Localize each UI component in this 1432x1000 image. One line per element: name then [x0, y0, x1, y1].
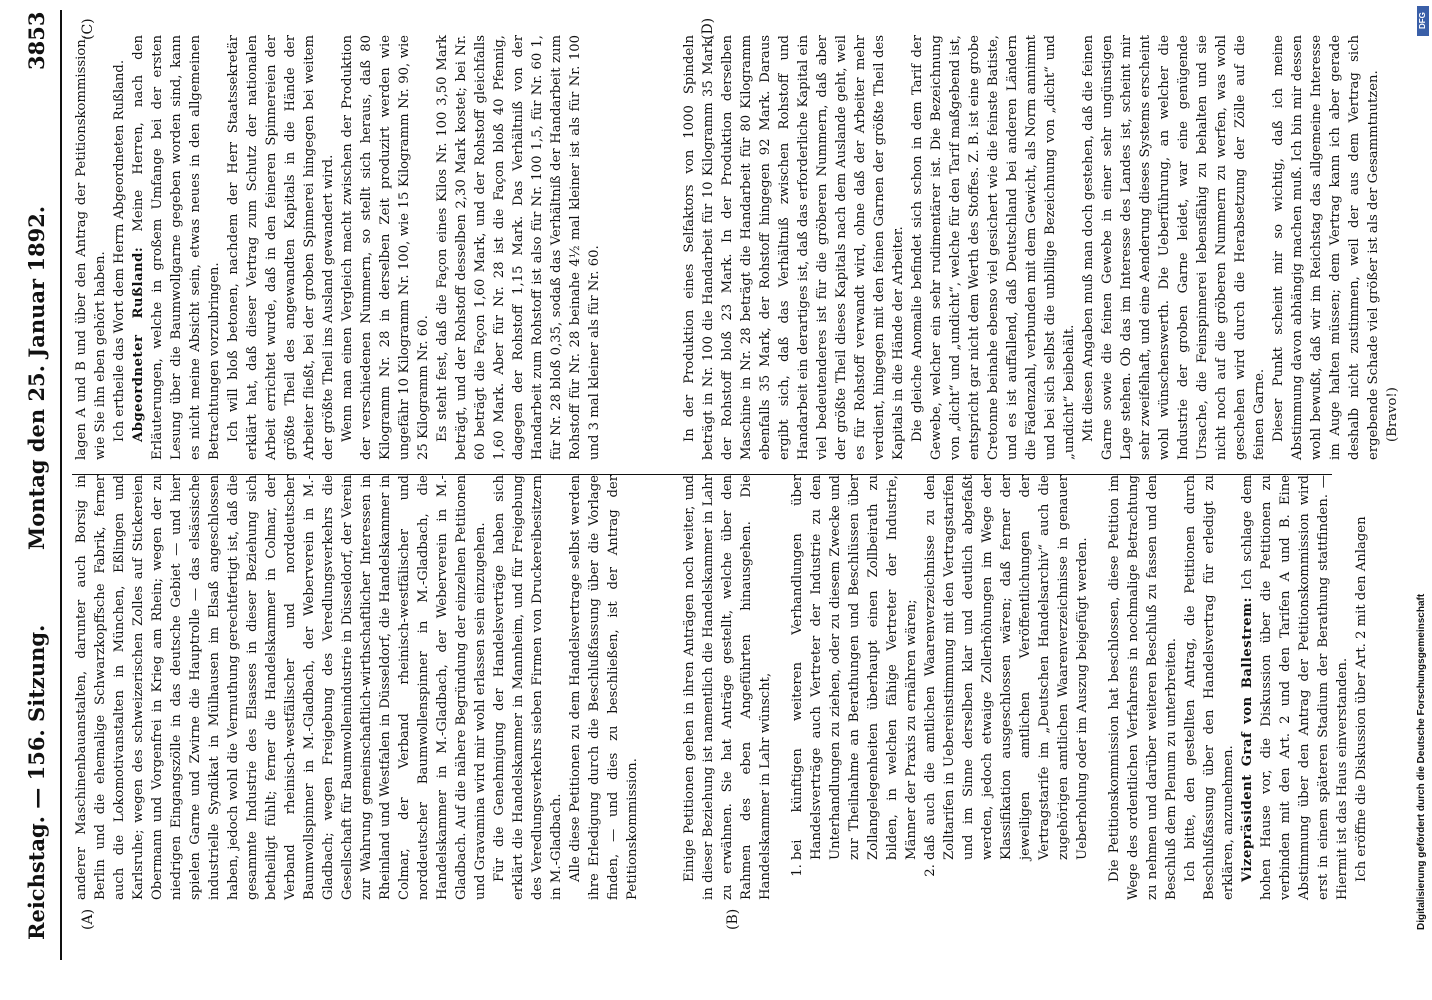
paragraph: Mit diesen Angaben muß man doch gestehen, daß die feinen Garne sowie die feinen Gewebe in einer sehr ungünstigen Lage stehen. Ob das im Interesse des Landes ist, scheint mir sehr zweifelhaft, und eine Aenderung dieses Systems erscheint wohl wünschenswerth. Die Ueberführung, an welcher die Industrie der groben Garne leidet, war eine genügende Ursache, die Feinspinnerei lebensfähig zu behalten und sie nicht noch auf die gröberen Nummern zu werfen, was wohl geschehen wird durch die Herabsetzung der Zölle auf die feinen Garne. — [1081, 35, 1267, 460]
page-number: 3853 — [24, 11, 49, 70]
dfg-logo: DFG — [1417, 6, 1429, 36]
speech-text: Ich schlage dem hohen Hause vor, die Diskussion über die Petitionen zu verbinden mit den Art. 2 und den Tarifen A und B. Eine Abstimmung über den Antrag der Petitionskommission wird erst in einem späteren Stadium der Berathung stattfinden. — Hiermit ist das Haus einverstanden. — [1240, 474, 1351, 900]
applause-note: (Bravo!) — [1385, 387, 1400, 442]
list-item: 1. bei künftigen weiteren Verhandlungen über Handelsverträge auch Vertreter der Industrie zu den Unterhandlungen zu ziehen, oder zu diesem Zwecke und zur Theilnahme an Berathungen und Beschlüssen über Zollangelegenheiten überhaupt einen Zollbeirath zu bilden, in welchen fähige Vertreter der Industrie, Männer der Praxis zu ernähren wären; — [788, 475, 921, 860]
paragraph: anderer Maschinenbauanstalten, darunter auch Borsig in Berlin und die ehemalige Schwarzkopffsche Fabrik, ferner auch die Lokomotivanstalten in München, Eßlingen und Karlsruhe; wegen des schweizerischen Zolles auf Stickereien Obermann und Vorgenfrei in Krieg am Rhein; wegen der zu niedrigen Eingangszölle in das deutsche Gebiet — und hier spielen Garne und Zwirne die Hauptrolle — das elsässische industrielle Syndikat in Mülhausen im Elsaß angeschlossen haben, jedoch wohl die Vermuthung gerechtfertigt ist, daß die gesammte Industrie des Elsasses in dieser Beziehung sich betheiligt fühlt; ferner die Handelskammer in Colmar, der Verband rheinisch-westfälischer und norddeutscher Baumwollspinner in M.-Gladbach, der Weberverein in M.-Gladbach; wegen Freigebung des Veredlungsverkehrs die Gesellschaft für Baumwollenindustrie in Düsseldorf, der Verein zur Wahrung gemeinschaftlich-wirthschaftlicher Interessen in Rheinland und Westfalen in Düsseldorf, die Handelskammer in Colmar, der Verband rheinisch-westfälischer und norddeutscher Baumwollenspinner in M.-Gladbach, die Handelskammer in M.-Gladbach, der Weberverein in M.-Gladbach. Auf die nähere Begründung der einzelnen Petitionen und Gravamina wird mir wohl erlassen sein einzugehen. — [74, 475, 488, 900]
page-header — [14, 0, 54, 1000]
speech-text: Meine Herren, nach den Erläuterungen, welche in großem Umfange bei der ersten Lesung über die Baumwollgarne gegeben worden sind, kann es nicht meine Absicht sein, etwas neues in den allgemeinen Betrachtungen vorzubringen. — [131, 35, 222, 460]
paragraph: Ich will bloß betonen, nachdem der Herr Staatssekretär erklärt hat, daß dieser Vertrag zum Schutz der nationalen Arbeit errichtet wurde, daß in den feineren Spinnereien der größte Theil des angewandten Kapitals in die Hände der Arbeiter fließt, bei der groben Spinnerei hingegen bei weitem der größte Theil ins Ausland gewandert wird. — [226, 35, 336, 460]
marker-c: (C) — [80, 18, 96, 40]
header-date: Montag den 25. Januar 1892. — [24, 205, 49, 550]
marker-a: (A) — [80, 908, 96, 930]
marker-b: (B) — [725, 908, 741, 930]
paragraph: Dieser Punkt scheint mir so wichtig, daß ich meine Abstimmung davon abhängig machen muß. Ich bin mir dessen wohl bewußt, daß wir im Reichstag das allgemeine Interesse im Auge halten müssen; dem Vertrag kann ich aber gerade deshalb nicht zustimmen, weil der aus dem Vertrag sich ergebende Schade viel größer ist als der Gesammtnutzen. — [1271, 35, 1381, 460]
paragraph: Die gleiche Anomalie befindet sich schon in dem Tarif der Gewebe, welcher ein sehr rudimentärer ist. Die Bezeichnung von „dicht“ und „undicht“, welche für den Tarif maßgebend ist, entspricht gar nicht dem Werth des Stoffes. Z. B. ist eine grobe Cretonne beinahe ebenso viel gesichert wie die feinste Batiste, und es ist auffallend, daß Deutschland bei anderen Ländern die Fädenzahl, verbunden mit dem Gewicht, als Norm annimmt und bei sich selbst die unbillige Bezeichnung von „dicht“ und „undicht“ beibehält. — [910, 35, 1077, 460]
paragraph: Ich bitte, den gestellten Antrag, die Petitionen durch Beschlußfassung über den Handelsvertrag für erledigt zu erklären, anzunehmen. — [1183, 475, 1237, 900]
paragraph: Alle diese Petitionen zu dem Handelsvertrage selbst werden ihre Erledigung durch die Beschlußfassung über die Vorlage finden, — und dies zu beschließen, ist der Antrag der Petitionskommission. — [568, 475, 640, 900]
left-column — [72, 475, 672, 900]
paragraph: Es steht fest, daß die Façon eines Kilos Nr. 100 3,50 Mark beträgt, und der Rohstoff desselben 2,30 Mark kostet; bei Nr. 60 beträgt die Façon 1,60 Mark, und der Rohstoff gleichfalls 1,60 Mark. Aber für Nr. 28 ist die Façon bloß 40 Pfennig, dagegen der Rohstoff 1,15 Mark. Das Verhältniß von der Handarbeit zum Rohstoff ist also für Nr. 100 1,5, für Nr. 60 1, für Nr. 28 bloß 0,35, sodaß das Verhältniß der Handarbeit zum Rohstoff für Nr. 28 beinahe 4½ mal kleiner ist als für Nr. 100 und 3 mal kleiner als für Nr. 60. — [435, 35, 602, 460]
paragraph: Die Petitionskommission hat beschlossen, diese Petition im Wege des ordentlichen Verfahrens in nochmalige Betrachtung zu nehmen und darüber weiteren Beschluß zu fassen und den Beschluß dem Plenum zu unterbreiten. — [1107, 475, 1180, 900]
header-left: Reichstag. — 156. Sitzung. — [24, 624, 49, 940]
paragraph: In der Produktion eines Selfaktors von 1000 Spindeln beträgt in Nr. 100 die Handarbeit für 10 Kilogramm 35 Mark, der Rohstoff bloß 23 Mark. In der Produktion derselben Maschine in Nr. 28 beträgt die Handarbeit für 80 Kilogramm ebenfalls 35 Mark, der Rohstoff hingegen 92 Mark. Daraus ergibt sich, daß das Verhältniß zwischen Rohstoff und Handarbeit ein derartiges ist, daß das erforderliche Kapital ein viel bedeutenderes ist für die gröberen Nummern, daß aber der größte Theil dieses Kapitals nach dem Auslande geht, weil es für Rohstoff verwandt wird, ohne daß der Arbeiter mehr verdient, hingegen mit den feinen Garnen der größte Theil des Kapitals in die Hände der Arbeiter. — [682, 35, 906, 460]
digitization-note: Digitalisierung gefördert durch die Deutsche Forschungsgemeinschaft — [1416, 593, 1427, 930]
right-column — [72, 35, 672, 460]
speaker-name: Abgeordneter Rußland: — [131, 246, 146, 442]
paragraph: Für die Genehmigung der Handelsverträge haben sich erklärt die Handelskammer in Mannheim, und für Freigebung des Veredlungsverkehrs sieben Firmen von Druckereibesitzern in M.-Gladbach. — [492, 475, 564, 900]
paragraph: Ich ertheile das Wort dem Herrn Abgeordneten Rußland. — [112, 59, 127, 442]
paragraph: Ich eröffne die Diskussion über Art. 2 mit den Anlagen — [1354, 516, 1370, 882]
paragraph: Einige Petitionen gehen in ihren Anträgen noch weiter, und in dieser Beziehung ist namentlich die Handelskammer in Lahr zu erwähnen. Sie hat Anträge gestellt, welche über den Rahmen des eben Angeführten hinausgehen. Die Handelskammer in Lahr wünscht, — [682, 475, 773, 900]
right-column-lower — [680, 35, 1402, 460]
paragraph: lagen A und B und über den Antrag der Petitionskommission, wie Sie ihn eben gehört haben. — [74, 35, 108, 460]
speaker-name: Vizepräsident Graf von Ballestrem: — [1240, 597, 1256, 882]
header-rule — [60, 10, 62, 960]
paragraph: Wenn man einen Vergleich macht zwischen der Produktion der verschiedenen Nummern, so stellt sich heraus, daß 80 Kilogramm Nr. 28 in derselben Zeit produzirt werden wie ungefähr 10 Kilogramm Nr. 100, wie 15 Kilogramm Nr. 90, wie 25 Kilogramm Nr. 60. — [340, 35, 431, 460]
list-item: 2. daß auch die amtlichen Waarenverzeichnisse zu den Zolltarifen in Uebereinstimmung mit den Vertragstarifen und im Sinne derselben klar und deutlich abgefaßt werden, jedoch etwaige Zollerhöhungen im Wege der Klassifikation ausgeschlossen wären; daß ferner der jeweiligen amtlichen Veröffentlichungen der Vertragstarife im „Deutschen Handelsarchiv“ auch die zugehörigen amtlichen Waarenverzeichnisse in genauer Ueberholung oder im Auszug beigefügt werden. — [921, 475, 1092, 860]
marker-d: (D) — [700, 17, 716, 40]
left-column-lower — [680, 475, 1371, 900]
